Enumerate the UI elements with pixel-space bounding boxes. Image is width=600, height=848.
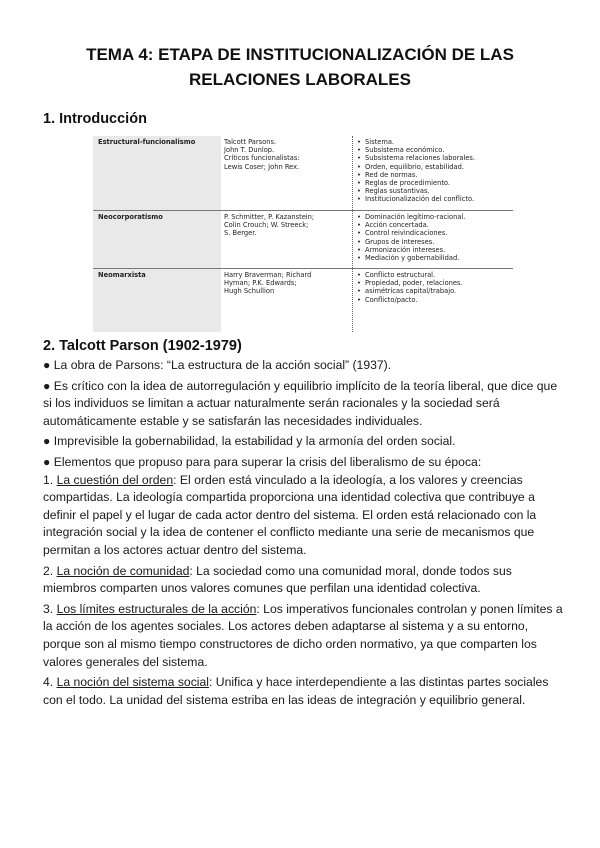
list-item: • Subsistema relaciones laborales. bbox=[356, 154, 510, 162]
school-cell: Neomarxista bbox=[93, 269, 221, 333]
bullet-paragraph: ● Elementos que propuso para para superar la crisis del liberalismo de su época: bbox=[43, 454, 482, 469]
document-title bbox=[40, 42, 560, 92]
section-1-heading: 1. Introducción bbox=[43, 111, 147, 127]
author-line: Lewis Coser; John Rex. bbox=[224, 162, 300, 171]
section-2-body bbox=[43, 357, 563, 712]
item-number: 2. bbox=[43, 563, 54, 578]
numbered-item bbox=[43, 563, 563, 598]
list-item: • Institucionalización del conflicto. bbox=[356, 195, 510, 203]
bullet-paragraph: ● La obra de Parsons: “La estructura de la acción social” (1937). bbox=[43, 358, 392, 372]
title-line-1: TEMA 4: ETAPA DE INSTITUCIONALIZACIÓN DE LAS bbox=[86, 45, 514, 64]
authors-cell bbox=[221, 269, 353, 333]
item-text: : Los imperativos funcionales controlan y ponen límites a la acción de los agentes sociales. Los actores deben adaptarse al sistema y a su entorno, porque son al mismo tiempo constructores de dicho orden normativo, ya que comparten los valores generales del sistema. bbox=[43, 601, 563, 669]
item-text: : La sociedad como una comunidad moral, donde todos sus miembros comparten unos valores comunes que perfilan una identidad colectiva. bbox=[43, 563, 512, 596]
author-line: Talcott Parsons. bbox=[224, 138, 277, 146]
list-item: • Conflicto estructural. bbox=[356, 271, 510, 279]
list-item: • Acción concertada. bbox=[356, 221, 510, 229]
author-line: Harry Braverman; Richard bbox=[224, 271, 312, 279]
concepts-cell bbox=[353, 211, 514, 269]
schools-table bbox=[93, 136, 513, 332]
item-number: 4. bbox=[43, 675, 54, 690]
list-item: • Subsistema económico. bbox=[356, 146, 510, 154]
list-item: • Red de normas. bbox=[356, 171, 510, 179]
author-line: Hugh Schullion bbox=[224, 287, 275, 296]
authors-cell bbox=[221, 211, 353, 269]
authors-cell bbox=[221, 136, 353, 211]
author-line: Colin Crouch; W. Streeck; bbox=[224, 221, 309, 230]
list-item: • Reglas de procedimiento. bbox=[356, 179, 510, 187]
concept-list bbox=[356, 213, 510, 262]
item-term: Los límites estructurales de la acción bbox=[56, 601, 257, 616]
numbered-item bbox=[43, 472, 563, 560]
list-item: • Propiedad, poder, relaciones. bbox=[356, 279, 510, 287]
item-number: 3. bbox=[43, 601, 54, 616]
author-line: S. Berger. bbox=[224, 229, 257, 238]
bullet-paragraph: ● Imprevisible la gobernabilidad, la estabilidad y la armonía del orden social. bbox=[43, 434, 456, 449]
list-item: • asimétricas capital/trabajo. bbox=[356, 287, 510, 295]
item-text: : El orden está vinculado a la ideología, a los valores y creencias compartidas. La ideología compartida proporciona una identidad colectiva que contribuye a definir el papel y el lugar de cada actor dentro del sistema. El orden está relacionado con la integración social y la idea de contener el conflicto mediante una serie de mecanismos que permitan a los actores actuar dentro del sistema. bbox=[43, 472, 537, 557]
item-term: La cuestión del orden bbox=[56, 472, 174, 487]
list-item: • Conflicto/pacto. bbox=[356, 296, 510, 304]
numbered-item bbox=[43, 601, 563, 671]
concept-list bbox=[356, 138, 510, 204]
item-text: : Unifica y hace interdependiente a las distintas partes sociales con el todo. La unidad del sistema estriba en las ideas de integración y equilibrio general. bbox=[43, 675, 549, 707]
list-item: • Armonización intereses. bbox=[356, 246, 510, 254]
list-item: • Mediación y gobernabilidad. bbox=[356, 254, 510, 262]
concept-list bbox=[356, 271, 510, 304]
list-item: • Dominación legítimo-racional. bbox=[356, 213, 510, 221]
school-cell: Neocorporatismo bbox=[93, 211, 221, 269]
list-item: • Sistema. bbox=[356, 138, 510, 146]
concepts-cell bbox=[353, 136, 514, 211]
list-item: • Grupos de intereses. bbox=[356, 238, 510, 246]
list-item: • Orden, equilibrio, estabilidad. bbox=[356, 163, 510, 171]
section-2-heading: 2. Talcott Parson (1902-1979) bbox=[43, 338, 242, 354]
item-number: 1. bbox=[43, 472, 54, 487]
item-term: La noción del sistema social bbox=[56, 675, 209, 690]
list-item: • Control reivindicaciones. bbox=[356, 229, 510, 237]
list-item: • Reglas sustantivas. bbox=[356, 187, 510, 195]
author-line: John T. Dunlop. bbox=[224, 146, 275, 155]
school-cell: Estructural-funcionalismo bbox=[93, 136, 221, 211]
author-line: P. Schmitter, P. Kazanstein; bbox=[224, 213, 315, 221]
table-row bbox=[93, 136, 513, 211]
author-line: Hyman; P.K. Edwards; bbox=[224, 279, 297, 288]
numbered-item bbox=[43, 674, 563, 709]
table-row bbox=[93, 269, 513, 333]
concepts-cell bbox=[353, 269, 514, 333]
author-line: Críticos funcionalistas: bbox=[224, 154, 300, 163]
bullet-paragraph: ● Es crítico con la idea de autorregulación y equilibrio implícito de la teoría liberal, que dice que si los individuos se limitan a actuar naturalmente serán racionales y la sociedad será automáticamente estable y se satisfarán las necesidades individuales. bbox=[43, 378, 558, 428]
title-line-2: RELACIONES LABORALES bbox=[189, 70, 411, 89]
item-term: La noción de comunidad bbox=[56, 563, 190, 578]
table-row bbox=[93, 211, 513, 269]
